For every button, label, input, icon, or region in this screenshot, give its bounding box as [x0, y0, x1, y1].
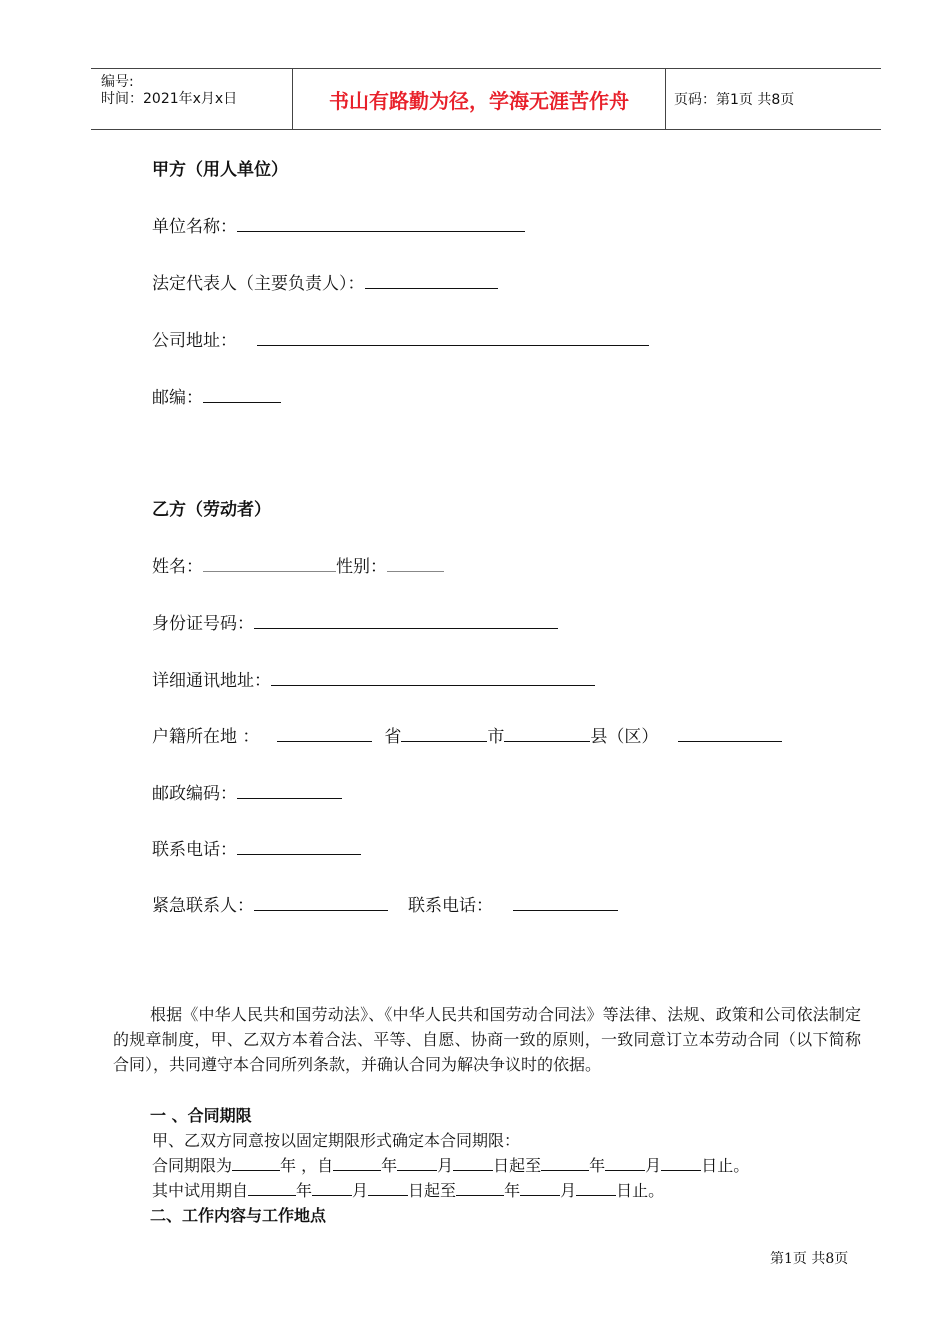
- intro-paragraph: 根据《中华人民共和国劳动法》、《中华人民共和国劳动合同法》等法律、法规、政策和公司依法制定的规章制度，甲、乙双方本着合法、平等、自愿、协商一致的原则，一致同意订立本劳动合同（以下简称合同），共同遵守本合同所列条款，并确认合同为解决争议时的依据。: [113, 1005, 861, 1074]
- term-years-blank[interactable]: [232, 1156, 280, 1171]
- hukou-province-blank[interactable]: [277, 727, 372, 742]
- mailing-address-label: 详细通讯地址：: [152, 671, 271, 691]
- postcode-label: 邮编：: [152, 388, 203, 408]
- company-name-row: [152, 212, 525, 237]
- footer-page-number: 第1页 共8页: [770, 1251, 849, 1267]
- trial-end-month-blank[interactable]: [520, 1181, 560, 1196]
- gender-label: 性别：: [336, 557, 387, 577]
- start-year-blank[interactable]: [333, 1156, 381, 1171]
- term-prefix: 合同期限为: [152, 1156, 233, 1175]
- from-to-label: 日起至: [493, 1156, 542, 1175]
- party-a-title: 甲方（用人单位）: [152, 160, 288, 180]
- document-date-label: 时间：2021年x月x日: [101, 91, 238, 107]
- phone-row: [152, 835, 361, 860]
- contract-term-row: [152, 1153, 749, 1176]
- start-month-blank[interactable]: [397, 1156, 437, 1171]
- postal-code-label: 邮政编码：: [152, 784, 237, 804]
- hukou-detail-blank[interactable]: [678, 727, 782, 742]
- legal-rep-blank[interactable]: [365, 274, 498, 289]
- postcode-blank[interactable]: [203, 388, 281, 403]
- start-month-label: 月: [437, 1156, 454, 1175]
- end-year-label: 年: [589, 1156, 606, 1175]
- name-blank[interactable]: [203, 557, 336, 572]
- document-number-label: 编号:: [101, 74, 134, 90]
- company-name-label: 单位名称：: [152, 217, 237, 237]
- trial-start-year-blank[interactable]: [248, 1181, 296, 1196]
- emergency-contact-row: [152, 891, 618, 916]
- term-year-comma: 年 ，自: [280, 1156, 334, 1175]
- trial-end-day-blank[interactable]: [576, 1181, 616, 1196]
- end-month-label: 月: [645, 1156, 662, 1175]
- section-2-title: 二、工作内容与工作地点: [150, 1206, 327, 1225]
- document-header: [91, 68, 881, 130]
- trial-period-row: [152, 1178, 664, 1201]
- mailing-address-row: [152, 666, 595, 691]
- end-day-blank[interactable]: [661, 1156, 701, 1171]
- header-page-number: 页码：第1页 共8页: [674, 92, 795, 108]
- company-address-blank[interactable]: [257, 331, 649, 346]
- province-label: 省: [384, 727, 402, 747]
- name-gender-row: [152, 552, 444, 577]
- county-label: 县（区）: [590, 727, 659, 747]
- emergency-phone-label: 联系电话：: [408, 896, 493, 916]
- name-label: 姓名：: [152, 557, 203, 577]
- section-1-title: 一 、合同期限: [150, 1106, 252, 1125]
- trial-prefix: 其中试用期自: [152, 1181, 249, 1200]
- mailing-address-blank[interactable]: [271, 671, 595, 686]
- id-number-row: [152, 609, 558, 634]
- end-day-label: 日止。: [701, 1156, 750, 1175]
- gender-blank[interactable]: [387, 557, 444, 572]
- postal-code-blank[interactable]: [237, 784, 342, 799]
- postal-code-row: [152, 779, 342, 804]
- end-year-blank[interactable]: [541, 1156, 589, 1171]
- trial-end-year-label: 年: [504, 1181, 521, 1200]
- id-number-blank[interactable]: [254, 614, 558, 629]
- emergency-contact-label: 紧急联系人：: [152, 896, 254, 916]
- start-day-blank[interactable]: [453, 1156, 493, 1171]
- end-month-blank[interactable]: [605, 1156, 645, 1171]
- id-number-label: 身份证号码：: [152, 614, 254, 634]
- company-address-row: [152, 326, 649, 351]
- city-label: 市: [487, 727, 505, 747]
- trial-end-day-label: 日止。: [616, 1181, 665, 1200]
- trial-end-year-blank[interactable]: [456, 1181, 504, 1196]
- trial-start-month-label: 月: [352, 1181, 369, 1200]
- header-page-cell: [666, 69, 881, 129]
- company-address-label: 公司地址：: [152, 331, 237, 351]
- phone-blank[interactable]: [237, 840, 361, 855]
- trial-start-year-label: 年: [296, 1181, 313, 1200]
- legal-rep-label: 法定代表人（主要负责人）：: [152, 274, 365, 294]
- party-b-title: 乙方（劳动者）: [152, 500, 271, 520]
- hukou-row: [152, 722, 782, 747]
- phone-label: 联系电话：: [152, 840, 237, 860]
- header-motto-cell: [293, 69, 666, 129]
- emergency-phone-blank[interactable]: [513, 896, 618, 911]
- trial-from-to-label: 日起至: [408, 1181, 457, 1200]
- postcode-row: [152, 383, 281, 408]
- trial-start-month-blank[interactable]: [312, 1181, 352, 1196]
- hukou-city-blank[interactable]: [401, 727, 487, 742]
- header-motto: 书山有路勤为径，学海无涯苦作舟: [329, 89, 629, 113]
- start-year-label: 年: [381, 1156, 398, 1175]
- emergency-contact-blank[interactable]: [254, 896, 388, 911]
- hukou-county-blank[interactable]: [504, 727, 590, 742]
- header-meta-cell: [91, 69, 293, 129]
- trial-start-day-blank[interactable]: [368, 1181, 408, 1196]
- hukou-label: 户籍所在地 ：: [152, 727, 260, 747]
- section-1-line-1: 甲、乙双方同意按以固定期限形式确定本合同期限：: [152, 1131, 521, 1150]
- company-name-blank[interactable]: [237, 217, 525, 232]
- legal-rep-row: [152, 269, 498, 294]
- trial-end-month-label: 月: [560, 1181, 577, 1200]
